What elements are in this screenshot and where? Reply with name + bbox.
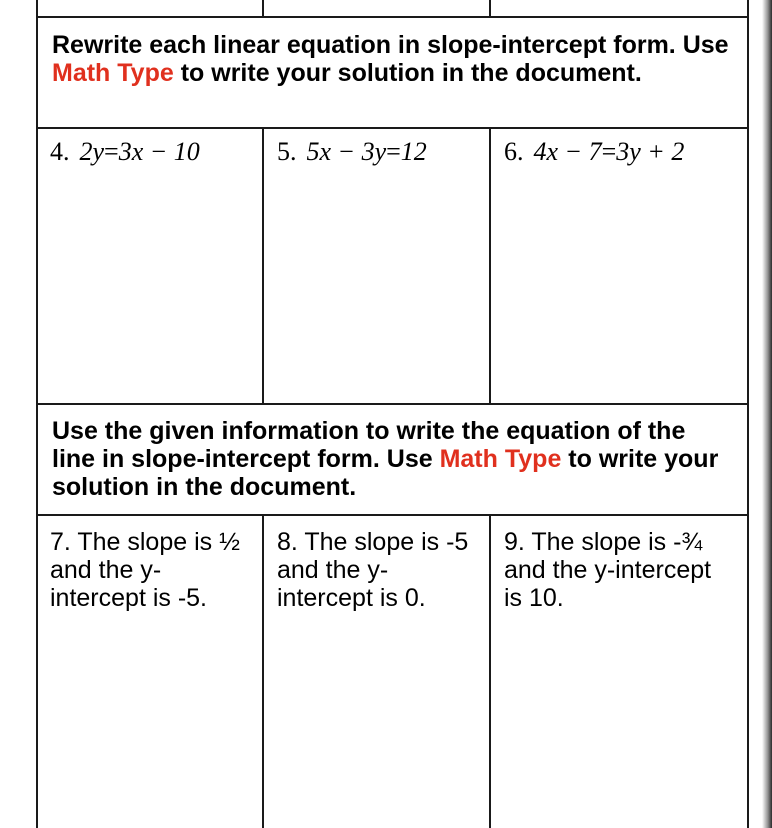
problem-4 xyxy=(50,137,200,167)
equation-equals: = xyxy=(386,137,401,166)
equation-left: 2y xyxy=(79,137,105,166)
problem-7: 7. The slope is ½ and the y-intercept is -5. xyxy=(50,528,240,612)
instruction-text: Rewrite each linear equation in slope-intercept form. Use xyxy=(52,31,729,59)
math-type-highlight: Math Type xyxy=(439,445,562,473)
row-divider xyxy=(36,403,749,405)
problem-8: 8. The slope is -5 and the y-intercept is 0. xyxy=(277,528,469,612)
section1-instruction xyxy=(52,31,732,87)
instruction-text: to write your solution in the document. xyxy=(52,445,719,501)
table-left-border xyxy=(36,0,38,828)
row-divider xyxy=(36,16,749,18)
instruction-text: to write your solution in the document. xyxy=(173,59,642,87)
equation-equals: = xyxy=(601,137,617,166)
section2-instruction xyxy=(52,417,732,501)
problem-9: 9. The slope is -¾ and the y-intercept is 10. xyxy=(504,528,712,612)
math-type-highlight: Math Type xyxy=(52,59,174,87)
problem-6 xyxy=(504,137,684,167)
problem-number: 4. xyxy=(50,137,70,166)
column-divider xyxy=(262,128,264,404)
equation-left: 4x − 7 xyxy=(533,137,602,166)
equation-equals: = xyxy=(104,137,119,166)
table-right-border xyxy=(747,0,749,828)
equation-right: 12 xyxy=(400,137,427,166)
row-divider xyxy=(36,514,749,516)
equation-left: 5x − 3y xyxy=(306,137,387,166)
equation-right: 3x − 10 xyxy=(118,137,200,166)
instruction-text: Use the given information to write the equation of the line in slope-intercept form. Use xyxy=(52,417,686,473)
column-divider xyxy=(489,128,491,404)
page-edge-shadow xyxy=(762,0,772,828)
problem-number: 6. xyxy=(504,137,524,166)
problem-number: 5. xyxy=(277,137,297,166)
equation-right: 3y + 2 xyxy=(616,137,685,166)
column-divider xyxy=(489,515,491,828)
row-divider xyxy=(36,127,749,129)
column-divider xyxy=(262,515,264,828)
problem-5 xyxy=(277,137,427,167)
